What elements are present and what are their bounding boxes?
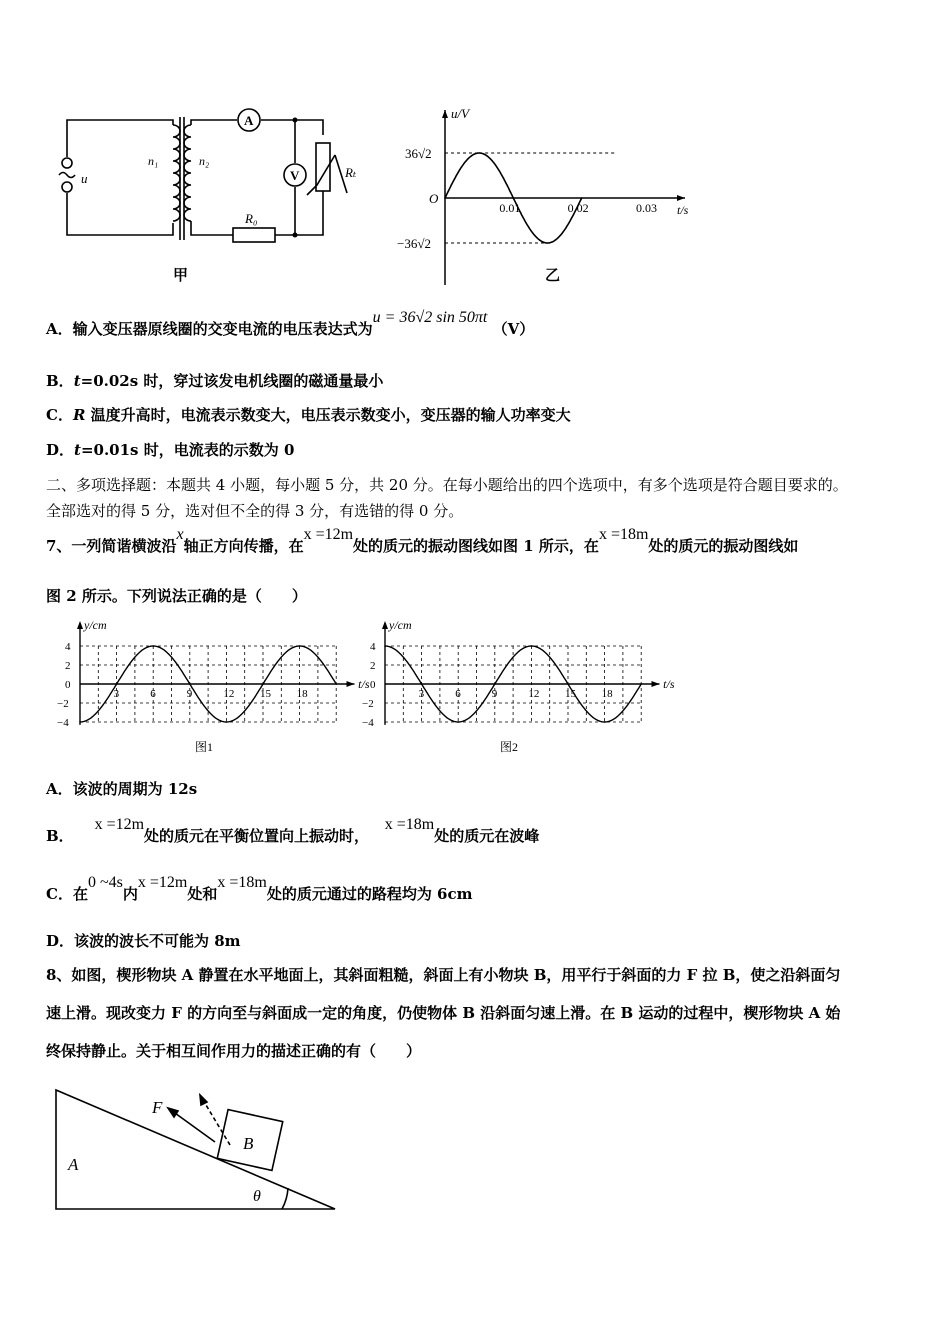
vibration-data-point (116, 683, 118, 685)
x-tick-label: 3 (418, 688, 425, 700)
vibration-data-point (152, 645, 154, 647)
x-axis-label: t/s (358, 677, 370, 691)
label-theta: θ (253, 1188, 261, 1205)
q6-option-b-text: =0.02s 时，穿过该发电机线圈的磁通量最小 (80, 372, 384, 390)
x-tick-label: 12 (223, 688, 235, 700)
y-axis-arrow (442, 110, 448, 118)
y-tick-label: 2 (65, 660, 71, 672)
q7-option-b-end: 处的质元在波峰 (434, 827, 540, 845)
q6-option-a-text: A．输入变压器原线圈的交变电流的电压表达式为 (46, 320, 373, 338)
rt-label: Rₜ (345, 165, 357, 180)
x-tick-label: 15 (260, 688, 271, 700)
section2-line2: 全部选对的得 5 分，选对但不全的得 3 分，有选错的得 0 分。 (46, 502, 464, 520)
q8-stem-line3: 终保持静止。关于相互间作用力的描述正确的有（ ） (46, 1042, 422, 1060)
y-tick-label: −2 (57, 698, 69, 710)
y-axis-label: y/cm (389, 618, 412, 632)
q6-option-d (46, 439, 294, 460)
x-tick-label: 15 (565, 688, 576, 700)
y-tick-label: 2 (370, 660, 376, 672)
q6-option-b-var: t (73, 372, 81, 390)
y-tick-label: O (429, 191, 439, 206)
x-axis-arrow (652, 681, 660, 687)
x-tick-label: 6 (455, 688, 461, 700)
x-axis-label: t/s (663, 677, 675, 691)
ammeter-label: A (244, 113, 254, 128)
vibration-data-point (226, 721, 228, 723)
q6-option-b-label: B． (46, 372, 74, 390)
q7-stem-line1 (46, 526, 799, 556)
label-f: F (152, 1098, 163, 1117)
q7-text-4: 处的质元的振动图线如 (648, 537, 799, 555)
q6-option-d-text: =0.01s 时，电流表的示数为 0 (80, 441, 295, 459)
vibration-data-point (567, 683, 569, 685)
x-tick-label: 9 (491, 688, 498, 700)
incline-diagram (50, 1085, 350, 1220)
u-label: u (81, 171, 88, 186)
x-tick-label: 0.02 (567, 201, 589, 215)
vibration-data-point (494, 683, 496, 685)
q7-text-3: 处的质元的振动图线如图 1 所示，在 (353, 537, 599, 555)
voltage-data-point (444, 197, 446, 199)
n2-label: n₂ (199, 154, 210, 168)
vibration-data-point (531, 645, 533, 647)
vibration-data-point (335, 683, 337, 685)
y-tick-label: −2 (362, 698, 374, 710)
q7-option-c-and: 处和 (187, 885, 218, 903)
vibration-data-point (189, 683, 191, 685)
voltmeter-label: V (290, 168, 300, 183)
x-tick-label: 0.01 (499, 201, 521, 215)
x-tick-label: 6 (150, 688, 156, 700)
x-axis-arrow (677, 195, 685, 201)
vibration-data-point (384, 645, 386, 647)
voltage-time-chart (395, 100, 705, 290)
vibration-data-point (640, 683, 642, 685)
vibration-data-point (262, 683, 264, 685)
q7-option-a: A．该波的周期为 12s (46, 780, 198, 798)
x-tick-label: 12 (528, 688, 540, 700)
q6-option-a (46, 309, 535, 339)
q7-x18: x =18m (598, 526, 649, 543)
voltage-data-point (513, 197, 515, 199)
section2-line1: 二、多项选择题：本题共 4 小题，每小题 5 分，共 20 分。在每小题给出的四个选项中，有多个选项是符合题目要求的。 (46, 476, 848, 494)
vibration-graph-2 (360, 615, 675, 760)
y-tick-label: 0 (65, 679, 71, 691)
y-tick-label: 4 (65, 641, 71, 653)
q6-option-a-unit: （V） (492, 320, 535, 338)
q6-option-d-var: t (74, 441, 81, 459)
q7-option-c-in: 内 (122, 885, 138, 903)
y-axis-label: u/V (451, 106, 470, 121)
q6-option-c-label: C． (46, 406, 73, 424)
q7-option-b-x12: x =12m (94, 816, 145, 833)
q7-option-c-range: 0 ~4s (87, 874, 123, 891)
x-tick-label: 3 (113, 688, 120, 700)
vibration-data-point (79, 721, 81, 723)
q7-option-c-label: C．在 (46, 885, 88, 903)
q7-option-c-x18: x =18m (217, 874, 267, 891)
transformer-circuit-diagram (55, 95, 375, 290)
vibration-chart-caption: 图1 (195, 740, 214, 754)
q6-option-b (46, 370, 383, 391)
q6-option-a-formula: u = 36√2 sin 50πt (372, 309, 488, 326)
q7-option-c-end: 处的质元通过的路程均为 6cm (266, 885, 473, 903)
y-tick-label: 0 (370, 679, 376, 691)
q7-text-1: 7、一列简谐横波沿 (46, 537, 177, 555)
q7-text-2: 轴正方向传播，在 (183, 537, 304, 555)
angle-arc (282, 1188, 288, 1209)
voltage-chart-caption: 乙 (545, 268, 561, 284)
q7-x-var: x (176, 526, 184, 543)
q7-option-c-x12: x =12m (137, 874, 188, 891)
vibration-data-point (299, 645, 301, 647)
q7-x12: x =12m (303, 526, 354, 543)
vibration-graph-1 (55, 615, 370, 760)
q6-option-d-label: D． (46, 441, 75, 459)
circuit-caption: 甲 (173, 268, 189, 284)
x-tick-label: 9 (186, 688, 193, 700)
n1-label: n₁ (148, 154, 159, 168)
x-tick-label: 0.03 (636, 201, 657, 215)
q7-option-b-mid: 处的质元在平衡位置向上振动时， (144, 827, 370, 845)
y-axis-arrow (77, 621, 83, 629)
label-b: B (243, 1134, 254, 1153)
q6-option-c-text: 温度升高时，电流表示数变大，电压表示数变小，变压器的输人功率变大 (85, 406, 571, 424)
q7-option-d: D．该波的波长不可能为 8m (46, 932, 241, 950)
y-tick-label: −36√2 (397, 236, 431, 251)
wedge-a (56, 1090, 335, 1209)
r0-label: R₀ (245, 211, 258, 226)
q8-stem-line1: 8、如图，楔形物块 A 静置在水平地面上，其斜面粗糙，斜面上有小物块 B，用平行于斜面的力 F 拉 B，使之沿斜面匀 (46, 966, 841, 984)
label-a: A (68, 1155, 79, 1174)
y-tick-label: 4 (370, 641, 376, 653)
x-axis-arrow (347, 681, 355, 687)
q6-option-c (46, 404, 571, 425)
q6-option-c-var: R (72, 406, 86, 424)
vibration-data-point (457, 721, 459, 723)
y-tick-label: −4 (362, 717, 374, 729)
y-tick-label: −4 (57, 717, 69, 729)
q7-stem-line2: 图 2 所示。下列说法正确的是（ ） (46, 587, 307, 605)
vibration-data-point (421, 683, 423, 685)
vibration-data-point (604, 721, 606, 723)
x-tick-label: 18 (296, 688, 308, 700)
q7-option-b-x18: x =18m (384, 816, 435, 833)
y-tick-label: 36√2 (405, 146, 432, 161)
q7-option-c (46, 874, 473, 904)
x-axis-label: t/s (677, 203, 689, 217)
q7-option-b-label: B． (46, 827, 74, 845)
q8-stem-line2: 速上滑。现改变力 F 的方向至与斜面成一定的角度，仍使物体 B 沿斜面匀速上滑。在 B 运动的过程中，楔形物块 A 始 (46, 1004, 841, 1022)
vibration-chart-caption: 图2 (500, 740, 519, 754)
y-axis-label: y/cm (84, 618, 107, 632)
y-axis-arrow (382, 621, 388, 629)
x-tick-label: 18 (601, 688, 613, 700)
q7-option-b (46, 816, 540, 846)
